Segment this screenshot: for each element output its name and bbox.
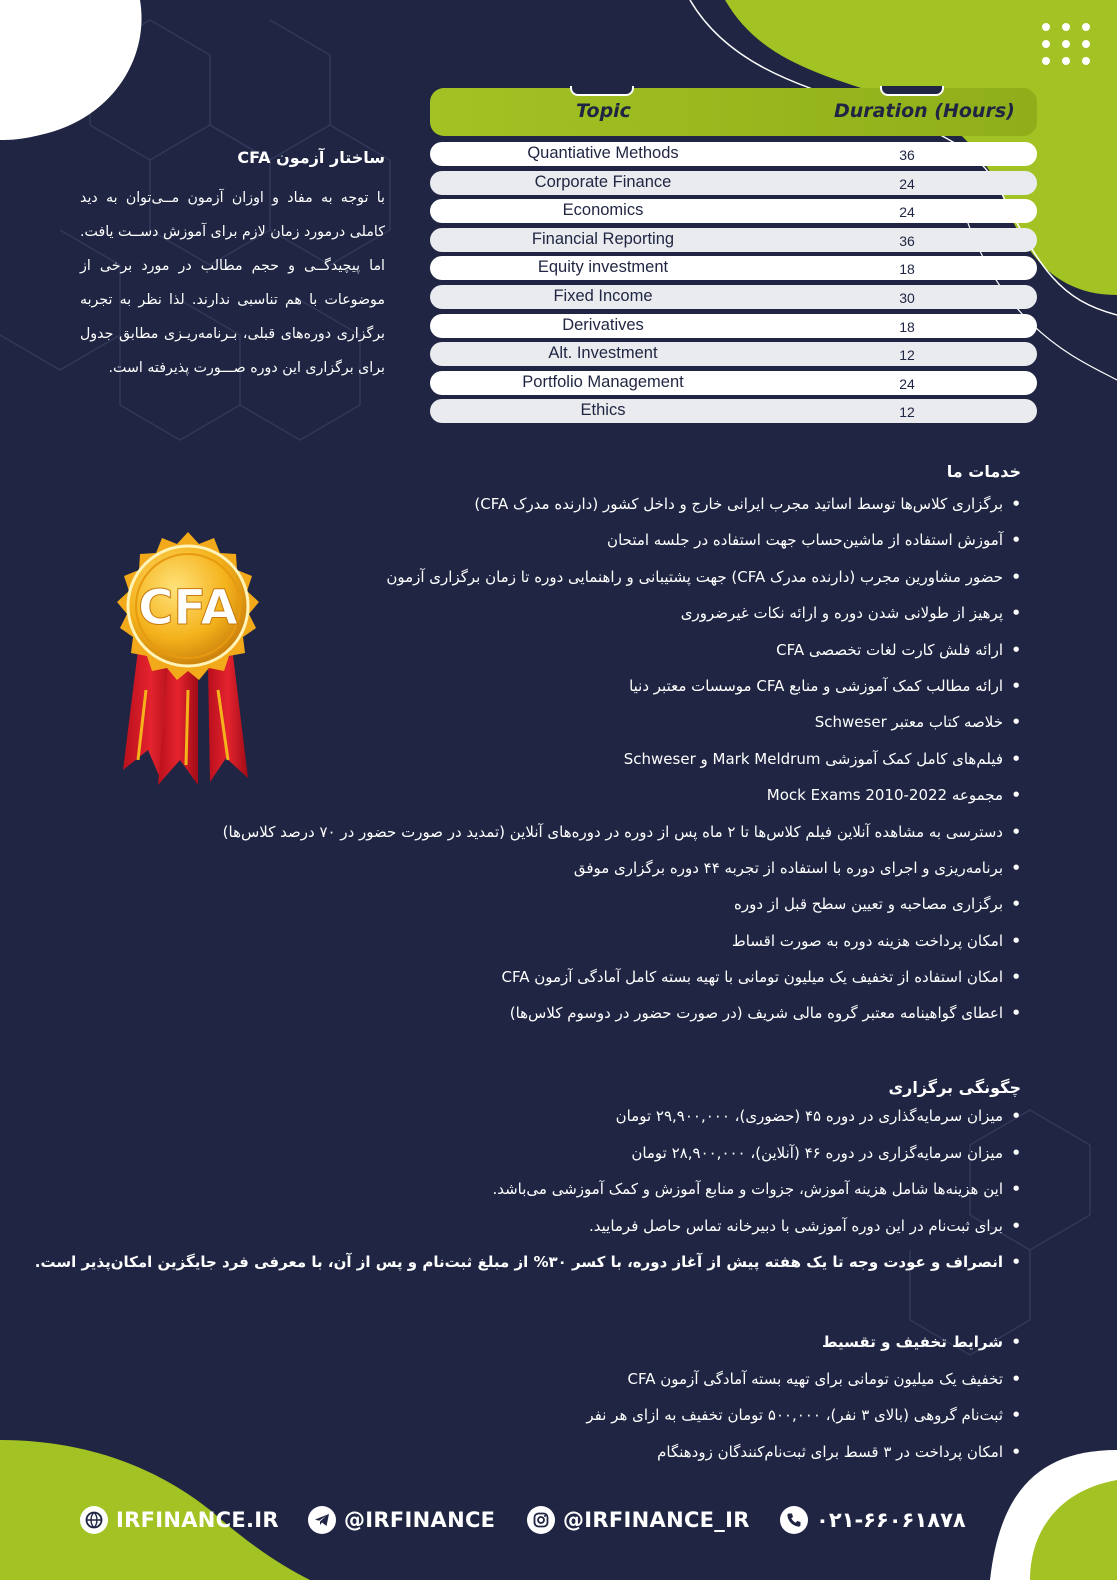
row-hours: 24: [899, 204, 915, 221]
services-list: [223, 495, 1021, 1041]
row-topic: Alt. Investment: [548, 344, 658, 363]
instagram-text: @IRFINANCE_IR: [563, 1508, 750, 1532]
header-notch: [880, 86, 944, 96]
instagram-icon: [527, 1506, 555, 1534]
howto-section: [35, 1078, 1021, 1290]
row-hours: 24: [899, 375, 915, 392]
table-header: [430, 88, 1037, 136]
website-text: IRFINANCE.IR: [116, 1508, 279, 1532]
refund-policy-item: • انصراف و عودت وجه تا یک هفته پیش از آغاز دوره، با کسر ۳۰% از مبلغ ثبت‌نام و پس از آن، با معرفی فرد جایگزین امکان‌پذیر است.: [35, 1253, 1021, 1290]
table-row: [430, 399, 1037, 423]
row-hours: 36: [899, 147, 915, 163]
list-item: • ارائه مطالب کمک آموزشی و منابع CFA موسسات معتبر دنیا: [223, 677, 1021, 713]
telegram-icon: [308, 1506, 336, 1534]
table-row: [430, 285, 1037, 309]
list-item: • امکان استفاده از تخفیف یک میلیون تومانی با تهیه بسته کامل آمادگی آزمون CFA: [223, 968, 1021, 1004]
table-row: [430, 342, 1037, 366]
services-section: [223, 462, 1021, 1041]
howto-list: [35, 1107, 1021, 1290]
phone-icon: [780, 1506, 808, 1534]
row-hours: 24: [899, 175, 915, 192]
list-item: • حضور مشاورین مجرب (دارنده مدرک CFA) جهت پشتیبانی و راهنمایی دوره تا زمان برگزاری آزمون: [223, 568, 1021, 604]
table-row: [430, 371, 1037, 395]
list-item: • امکان پرداخت در ۳ قسط برای ثبت‌نام‌کنندگان زودهنگام: [586, 1443, 1021, 1480]
list-item: • تخفیف یک میلیون تومانی برای تهیه بسته آمادگی آزمون CFA: [586, 1370, 1021, 1407]
phone-text: ۰۲۱-۶۶۰۶۱۸۷۸: [816, 1508, 966, 1532]
terms-list: [586, 1333, 1021, 1480]
row-hours: 36: [899, 232, 915, 249]
row-hours: 18: [899, 261, 915, 278]
header-notch: [570, 86, 634, 96]
website-link[interactable]: [80, 1506, 279, 1534]
exam-structure-intro: [80, 148, 385, 385]
table-row: [430, 314, 1037, 338]
list-item: • برای ثبت‌نام در این دوره آموزشی با دبیرخانه تماس حاصل فرمایید.: [35, 1217, 1021, 1254]
phone-link[interactable]: [780, 1506, 966, 1534]
terms-title: • شرایط تخفیف و تقسیط: [586, 1333, 1021, 1370]
contact-footer: [0, 1502, 1117, 1542]
telegram-link[interactable]: [308, 1506, 495, 1534]
list-item: • مجموعه Mock Exams 2010-2022: [223, 786, 1021, 822]
row-hours: 12: [899, 404, 915, 421]
table-row: [430, 171, 1037, 195]
list-item: • دسترسی به مشاهده آنلاین فیلم کلاس‌ها تا ۲ ماه پس از دوره در دوره‌های آنلاین (تمدید در صورت حضور در ۷۰ درصد کلاس‌ها): [223, 823, 1021, 859]
row-topic: Portfolio Management: [522, 372, 684, 391]
table-row: [430, 199, 1037, 223]
table-row: [430, 256, 1037, 280]
list-item: • آموزش استفاده از ماشین‌حساب جهت استفاده در جلسه امتحان: [223, 531, 1021, 567]
intro-body: با توجه به مفاد و اوزان آزمون مــی‌توان به دید کاملی درمورد زمان لازم برای آموزش دســت یافت. اما پیچیدگــی و حجم مطالب در مورد برخی از موضوعات با هم تناسبی ندارند. لذا نظر به تجربه برگزاری دوره‌های قبلی، بـرنامه‌ریـزی مطابق جدول برای برگزاری این دوره صـــورت پذیرفته است.: [80, 190, 385, 376]
row-hours: 30: [899, 289, 915, 306]
row-hours: 18: [899, 318, 915, 335]
list-item: • برگزاری مصاحبه و تعیین سطح قبل از دوره: [223, 895, 1021, 931]
row-topic: Financial Reporting: [531, 229, 675, 248]
intro-title: ساختار آزمون CFA: [237, 148, 385, 167]
list-item: • خلاصه کتاب معتبر Schweser: [223, 713, 1021, 749]
row-topic: Derivatives: [562, 315, 644, 334]
table-row: [430, 142, 1037, 166]
services-title: خدمات ما: [946, 462, 1021, 481]
howto-title: چگونگی برگزاری: [888, 1078, 1021, 1097]
list-item: • برنامه‌ریزی و اجرای دوره با استفاده از تجربه ۴۴ دوره برگزاری موفق: [223, 859, 1021, 895]
instagram-link[interactable]: [527, 1506, 750, 1534]
row-topic: Ethics: [580, 401, 626, 420]
badge-text: CFA: [138, 580, 238, 636]
list-item: • برگزاری کلاس‌ها توسط اساتید مجرب ایرانی خارج و داخل کشور (دارنده مدرک CFA): [223, 495, 1021, 531]
header-topic: Topic: [576, 100, 631, 122]
row-topic: Fixed Income: [553, 286, 653, 305]
list-item: • میزان سرمایه‌گذاری در دوره ۴۵ (حضوری)، ۲۹,۹۰۰,۰۰۰ تومان: [35, 1107, 1021, 1144]
table-row: [430, 228, 1037, 252]
row-topic: Corporate Finance: [534, 172, 672, 191]
list-item: • این هزینه‌ها شامل هزینه آموزش، جزوات و منابع آموزش و کمک آموزشی می‌باشد.: [35, 1180, 1021, 1217]
list-item: • میزان سرمایه‌گزاری در دوره ۴۶ (آنلاین)، ۲۸,۹۰۰,۰۰۰ تومان: [35, 1144, 1021, 1181]
globe-icon: [80, 1506, 108, 1534]
list-item: • اعطای گواهینامه معتبر گروه مالی شریف (در صورت حضور در دوسوم کلاس‌ها): [223, 1004, 1021, 1040]
row-topic: Quantiative Methods: [527, 144, 679, 162]
header-duration: Duration (Hours): [834, 100, 1015, 122]
telegram-text: @IRFINANCE: [344, 1508, 496, 1532]
terms-section: [586, 1333, 1021, 1480]
row-hours: 12: [899, 347, 915, 364]
list-item: • امکان پرداخت هزینه دوره به صورت اقساط: [223, 932, 1021, 968]
list-item: • فیلم‌های کامل کمک آموزشی Mark Meldrum و Schweser: [223, 750, 1021, 786]
list-item: • پرهیز از طولانی شدن دوره و ارائه نکات غیرضروری: [223, 604, 1021, 640]
topic-duration-table: [430, 88, 1037, 428]
list-item: • ثبت‌نام گروهی (بالای ۳ نفر)، ۵۰۰,۰۰۰ تومان تخفیف به ازای هر نفر: [586, 1406, 1021, 1443]
list-item: • ارائه فلش کارت لغات تخصصی CFA: [223, 641, 1021, 677]
row-topic: Equity investment: [537, 258, 669, 277]
row-topic: Economics: [562, 201, 644, 220]
